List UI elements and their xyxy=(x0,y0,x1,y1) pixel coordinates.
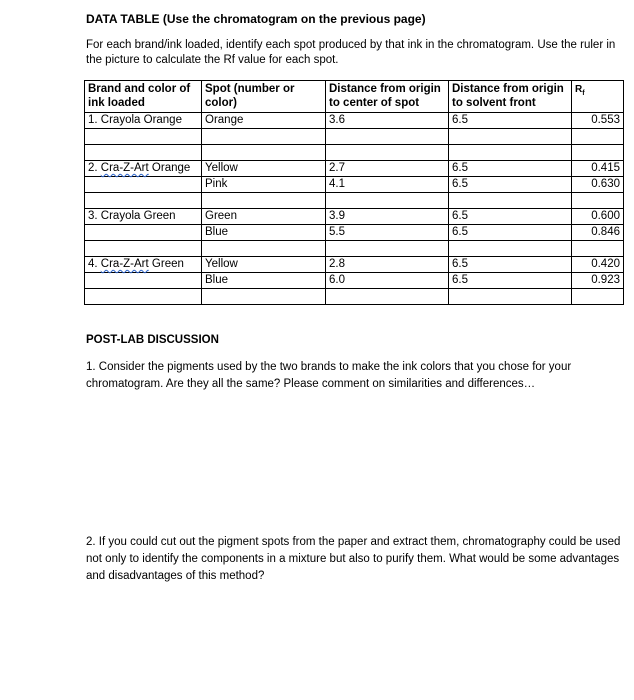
question-2: 2. If you could cut out the pigment spots from the paper and extract them, chromatography could be used not only to identify the components in a mixture but also to purify them. What would be some advantages and disadvantages of this method? xyxy=(86,536,621,582)
cell-brand xyxy=(85,113,202,129)
cell-rf: 0.553 xyxy=(572,113,624,129)
cell-spot: Yellow xyxy=(202,257,326,273)
brand-number: 3. xyxy=(88,210,98,222)
header-rf-label: R xyxy=(575,84,583,95)
cell-spot: Green xyxy=(202,209,326,225)
cell-rf: 0.923 xyxy=(572,273,624,289)
cell-rf: 0.630 xyxy=(572,177,624,193)
brand-color: Green xyxy=(151,258,184,270)
cell-rf: 0.420 xyxy=(572,257,624,273)
table-row-empty xyxy=(85,241,624,257)
cell-distance-front: 6.5 xyxy=(449,273,572,289)
page-title: DATA TABLE (Use the chromatogram on the previous page) xyxy=(86,12,426,26)
cell-brand xyxy=(85,257,202,273)
brand-number: 1. xyxy=(88,114,98,126)
cell-distance-front: 6.5 xyxy=(449,257,572,273)
cell-rf: 0.600 xyxy=(572,209,624,225)
cell-distance-spot: 3.9 xyxy=(326,209,449,225)
table-header-row xyxy=(85,81,624,113)
cell-distance-spot: 2.7 xyxy=(326,161,449,177)
brand-name: Cra-Z-Art xyxy=(100,258,149,270)
cell-distance-spot: 3.6 xyxy=(326,113,449,129)
table-row-empty xyxy=(85,145,624,161)
cell-spot: Blue xyxy=(202,225,326,241)
cell-brand xyxy=(85,209,202,225)
brand-name: Crayola Green xyxy=(100,210,176,222)
cell-spot: Orange xyxy=(202,113,326,129)
cell-brand xyxy=(85,161,202,177)
cell-distance-spot: 6.0 xyxy=(326,273,449,289)
table-row xyxy=(85,209,624,225)
cell-distance-spot: 5.5 xyxy=(326,225,449,241)
cell-distance-front: 6.5 xyxy=(449,177,572,193)
cell-distance-spot: 4.1 xyxy=(326,177,449,193)
data-table xyxy=(84,80,624,305)
cell-distance-front: 6.5 xyxy=(449,225,572,241)
header-spot: Spot (number or color) xyxy=(202,81,326,113)
brand-number: 4. xyxy=(88,258,98,270)
header-distance-spot: Distance from origin to center of spot xyxy=(326,81,449,113)
intro-text: For each brand/ink loaded, identify each spot produced by that ink in the chromatogram. Use the ruler in the picture to calculate the Rf value for each spot. xyxy=(86,39,616,66)
cell-distance-spot: 2.8 xyxy=(326,257,449,273)
table-row xyxy=(85,113,624,129)
table-row-empty xyxy=(85,289,624,305)
cell-brand xyxy=(85,225,202,241)
cell-spot: Yellow xyxy=(202,161,326,177)
cell-distance-front: 6.5 xyxy=(449,113,572,129)
header-distance-front: Distance from origin to solvent front xyxy=(449,81,572,113)
cell-brand xyxy=(85,273,202,289)
table-row xyxy=(85,257,624,273)
cell-rf: 0.846 xyxy=(572,225,624,241)
cell-distance-front: 6.5 xyxy=(449,209,572,225)
cell-rf: 0.415 xyxy=(572,161,624,177)
section-heading: POST-LAB DISCUSSION xyxy=(86,334,219,346)
cell-brand xyxy=(85,177,202,193)
table-row-empty xyxy=(85,193,624,209)
brand-number: 2. xyxy=(88,162,98,174)
table-row xyxy=(85,161,624,177)
table-row xyxy=(85,177,624,193)
cell-distance-front: 6.5 xyxy=(449,161,572,177)
cell-spot: Pink xyxy=(202,177,326,193)
table-row xyxy=(85,225,624,241)
brand-name: Crayola Orange xyxy=(100,114,182,126)
question-1: 1. Consider the pigments used by the two brands to make the ink colors that you chose for your chromatogram. Are they all the same? Please comment on similarities and differences… xyxy=(86,361,572,390)
header-rf-subscript: f xyxy=(582,90,585,97)
cell-spot: Blue xyxy=(202,273,326,289)
brand-color: Orange xyxy=(151,162,191,174)
header-brand: Brand and color of ink loaded xyxy=(85,81,202,113)
brand-name: Cra-Z-Art xyxy=(100,162,149,174)
table-row xyxy=(85,273,624,289)
table-row-empty xyxy=(85,129,624,145)
header-rf xyxy=(572,81,624,113)
